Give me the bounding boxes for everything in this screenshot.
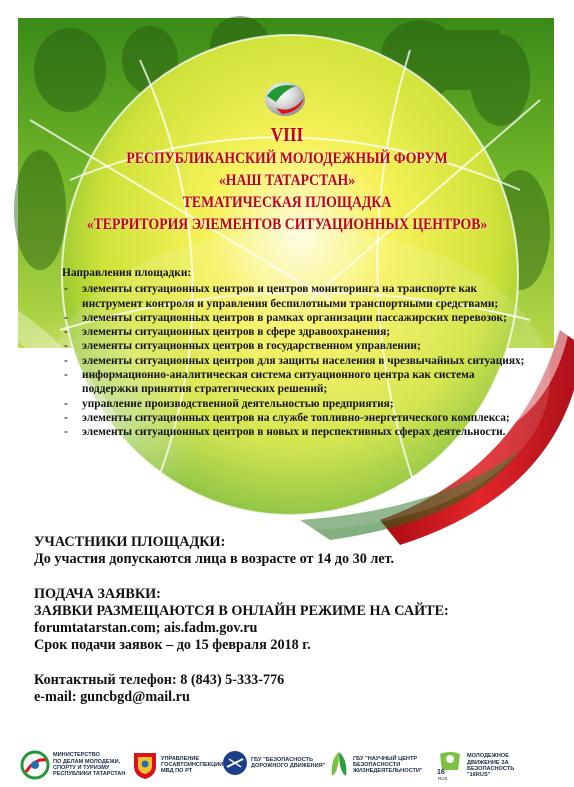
application-subtitle: ЗАЯВКИ РАЗМЕЩАЮТСЯ В ОНЛАЙН РЕЖИМЕ НА САЙТЕ: bbox=[34, 603, 449, 619]
application-sites-link[interactable]: forumtatarstan.com; ais.fadm.gov.ru bbox=[34, 620, 258, 636]
partner-logo-ministry bbox=[20, 750, 125, 780]
info-section bbox=[34, 534, 554, 706]
directions-list-item: - элементы ситуационных центров в рамках организации пассажирских перевозок; bbox=[62, 311, 530, 325]
forum-number: VIII bbox=[270, 124, 304, 146]
youth-movement-logo-text: МОЛОДЕЖНОЕ ДВИЖЕНИЕ ЗА БЕЗОПАСНОСТЬ "16RUS" bbox=[467, 753, 515, 779]
science-center-logo-text: ГБУ "НАУЧНЫЙ ЦЕНТР БЕЗОПАСНОСТИ ЖИЗНЕДЕЯТЕЛЬНОСТИ" bbox=[353, 755, 423, 775]
directions-section bbox=[62, 266, 530, 440]
forum-title-line-4: «ТЕРРИТОРИЯ ЭЛЕМЕНТОВ СИТУАЦИОННЫХ ЦЕНТРОВ» bbox=[86, 216, 488, 233]
youth-badge-number: 16 bbox=[437, 769, 445, 776]
participants-text: До участия допускаются лица в возрасте от 14 до 30 лет. bbox=[34, 551, 395, 567]
forum-title-line-1: РЕСПУБЛИКАНСКИЙ МОЛОДЕЖНЫЙ ФОРУМ bbox=[126, 150, 448, 167]
directions-list-item: - управление производственной деятельностью предприятия; bbox=[62, 397, 530, 411]
directions-list-item: - элементы ситуационных центров и центров мониторинга на транспорте как инструмент контроля и управления беспилотными транспортными средствами; bbox=[62, 282, 530, 311]
contact-email-link[interactable]: e-mail: guncbgd@mail.ru bbox=[34, 689, 190, 705]
gibdd-emblem-icon bbox=[132, 750, 158, 780]
directions-list-item: - элементы ситуационных центров в сфере здравоохранения; bbox=[62, 325, 530, 339]
ministry-logo-text: МИНИСТЕРСТВО ПО ДЕЛАМ МОЛОДЕЖИ, СПОРТУ И ТУРИЗМУ РЕСПУБЛИКИ ТАТАРСТАН bbox=[53, 752, 126, 778]
road-safety-logo-icon bbox=[222, 750, 248, 776]
directions-list-item: - элементы ситуационных центров в новых и перспективных сферах деятельности. bbox=[62, 425, 530, 439]
partner-logo-gibdd bbox=[132, 750, 223, 780]
youth-movement-logo-icon bbox=[436, 750, 464, 782]
directions-list-item: - информационно-аналитическая система ситуационного центра как система поддержки принятия стратегических решений; bbox=[62, 368, 530, 397]
directions-list-item: - элементы ситуационных центров для защиты населения в чрезвычайных ситуациях; bbox=[62, 354, 530, 368]
participants-title: УЧАСТНИКИ ПЛОЩАДКИ: bbox=[34, 534, 226, 550]
forum-title-line-2: «НАШ ТАТАРСТАН» bbox=[218, 172, 356, 189]
forum-emblem-icon bbox=[262, 78, 308, 118]
ministry-logo-icon bbox=[20, 750, 50, 780]
forum-title-line-3: ТЕМАТИЧЕСКАЯ ПЛОЩАДКА bbox=[182, 194, 392, 211]
directions-list-item: - элементы ситуационных центров на службе топливно-энергетического комплекса; bbox=[62, 411, 530, 425]
directions-list bbox=[62, 282, 530, 439]
youth-badge-sub: RUS bbox=[438, 776, 448, 781]
partners-footer bbox=[0, 742, 574, 787]
partner-logo-youth-movement bbox=[436, 750, 514, 782]
gibdd-logo-text: УПРАВЛЕНИЕ ГОСАВТОИНСПЕКЦИИ МВД ПО РТ bbox=[161, 755, 224, 775]
directions-title: Направления площадки: bbox=[62, 267, 192, 279]
application-deadline: Срок подачи заявок – до 15 февраля 2018 г. bbox=[34, 637, 311, 653]
partner-logo-science-center bbox=[328, 750, 423, 780]
forum-heading bbox=[75, 122, 500, 236]
application-title: ПОДАЧА ЗАЯВКИ: bbox=[34, 586, 161, 602]
contact-phone: Контактный телефон: 8 (843) 5-333-776 bbox=[34, 672, 285, 688]
directions-list-item: - элементы ситуационных центров в государственном управлении; bbox=[62, 339, 530, 353]
partner-logo-road-safety bbox=[222, 750, 325, 776]
science-center-logo-icon bbox=[328, 750, 350, 780]
road-safety-logo-text: ГБУ "БЕЗОПАСНОСТЬ ДОРОЖНОГО ДВИЖЕНИЯ" bbox=[251, 756, 326, 769]
